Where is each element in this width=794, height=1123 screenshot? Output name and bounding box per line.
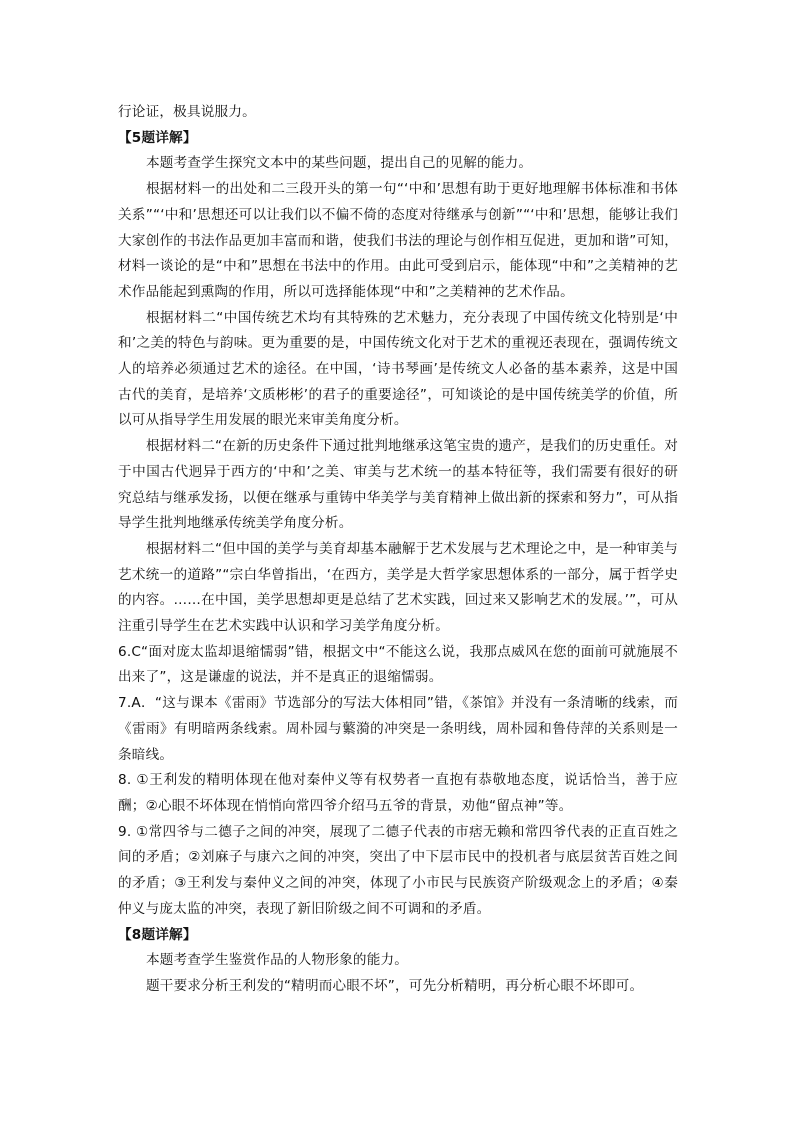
paragraph: 本题考查学生鉴赏作品的人物形象的能力。 — [146, 952, 409, 969]
paragraph: 根据材料二“但中国的美学与美育却基本融解于艺术发展与艺术理论之中，是一种审美与艺术统一的道路”“宗白华曾指出，‘在西方，美学是大哲学家思想体系的一部分，属于哲学史的内容。……在中国，美学思想却更是总结了艺术实践，回过来又影响艺术的发展。’”，可从注重引导学生在艺术实践中认识和学习美学角度分析。 — [118, 540, 678, 635]
paragraph-continuation: 行论证，极具说服力。 — [118, 104, 256, 120]
paragraph: 根据材料二“在新的历史条件下通过批判地继承这笔宝贵的遗产，是我们的历史重任。对于中国古代迥异于西方的‘中和’之美、审美与艺术统一的基本特征等，我们需要有很好的研究总结与继承发扬，以便在继承与重铸中华美学与美育精神上做出新的探索和努力”，可从指导学生批判地继承传统美学角度分析。 — [118, 438, 678, 532]
document-body — [118, 100, 678, 1000]
answer-q8: 8. ①王利发的精明体现在他对秦仲义等有权势者一直抱有恭敬地态度，说话恰当，善于应酬；②心眼不坏体现在悄悄向常四爷介绍马五爷的背景，劝他“留点神”等。 — [118, 772, 678, 814]
answer-q7: 7.A．“这与课本《雷雨》节选部分的写法大体相同”错，《茶馆》并没有一条清晰的线索，而《雷雨》有明暗两条线索。周朴园与蘩漪的冲突是一条明线，周朴园和鲁侍萍的关系则是一条暗线。 — [118, 695, 678, 763]
paragraph: 题干要求分析王利发的“精明而心眼不坏”，可先分析精明，再分析心眼不坏即可。 — [146, 977, 644, 994]
paragraph: 根据材料一的出处和二三段开头的第一句“‘中和’思想有助于更好地理解书体标准和书体关系”“‘中和’思想还可以让我们以不偏不倚的态度对待继承与创新”“‘中和’思想，能够让我们大家创作的书法作品更加丰富而和谐，使我们书法的理论与创作相互促进，更加和谐”可知，材料一谈论的是“中和”思想在书法中的作用。由此可受到启示，能体现“中和”之美精神的艺术作品能起到熏陶的作用，所以可选择能体现“中和”之美精神的艺术作品。 — [118, 181, 678, 300]
paragraph: 本题考查学生探究文本中的某些问题，提出自己的见解的能力。 — [146, 155, 533, 172]
answer-q6: 6.C“面对庞太监却退缩懦弱”错，根据文中“不能这么说，我那点威风在您的面前可就施展不出来了”，这是谦虚的说法，并不是真正的退缩懦弱。 — [118, 643, 678, 686]
section-heading-q8: 【8题详解】 — [118, 926, 197, 943]
section-heading-q5: 【5题详解】 — [118, 129, 197, 146]
paragraph: 根据材料二“中国传统艺术均有其特殊的艺术魅力，充分表现了中国传统文化特别是‘中和’之美的特色与韵味。更为重要的是，中国传统文化对于艺术的重视还表现在，强调传统文人的培养必须通过艺术的途径。在中国，‘诗书琴画’是传统文人必备的基本素养，这是中国古代的美育，是培养‘文质彬彬’的君子的重要途径”，可知谈论的是中国传统美学的价值，所以可从指导学生用发展的眼光来审美角度分析。 — [118, 309, 678, 429]
answer-q9: 9. ①常四爷与二德子之间的冲突，展现了二德子代表的市痞无赖和常四爷代表的正直百姓之间的矛盾；②刘麻子与康六之间的冲突，突出了中下层市民中的投机者与底层贫苦百姓之间的矛盾；③王利发与秦仲义之间的冲突，体现了小市民与民族资产阶级观念上的矛盾；④秦仲义与庞太监的冲突，表现了新旧阶级之间不可调和的矛盾。 — [118, 823, 678, 917]
